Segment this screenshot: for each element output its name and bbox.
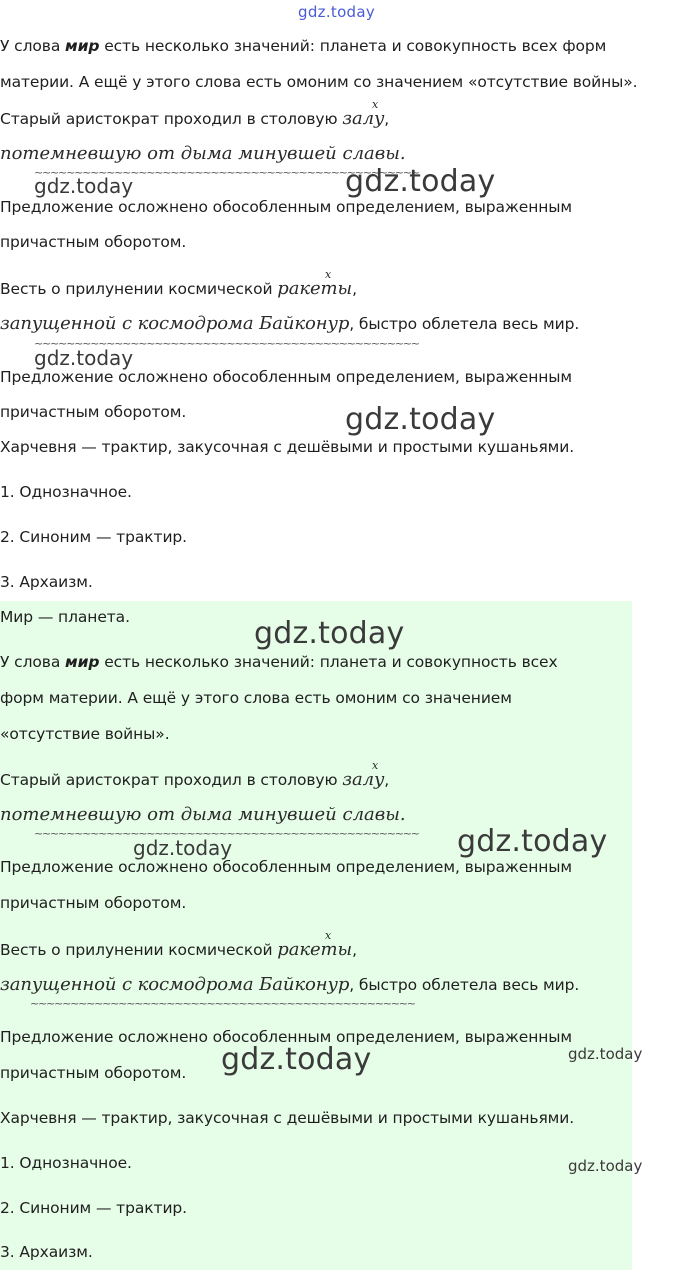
participle-phrase: запущенной с космодрома Байконур	[0, 313, 350, 334]
wavy-underline: ~~~~~~~~~~~~~~~~~~~~~~~~~~~~~~~~~~~~~~~~~~~~~~~~	[30, 997, 415, 1010]
list-item: 2. Синоним — трактир.	[0, 528, 187, 546]
underlined-noun: ракеты	[277, 278, 353, 299]
wavy-underline: ~~~~~~~~~~~~~~~~~~~~~~~~~~~~~~~~~~~~~~~~~~~~~~~~	[34, 166, 419, 179]
intro-line-2: форм материи. А ещё у этого слова есть омоним со значением	[0, 689, 512, 707]
subject-mark: x	[325, 268, 332, 281]
wavy-underline: ~~~~~~~~~~~~~~~~~~~~~~~~~~~~~~~~~~~~~~~~~~~~~~~~	[34, 337, 419, 350]
watermark: gdz.today	[457, 824, 608, 859]
watermark: gdz.today	[568, 1045, 643, 1063]
participle-phrase: потемневшую от дыма минувшей славы.	[0, 804, 406, 825]
sentence2-line-1: Весть о прилунении космической ракеты,	[0, 939, 357, 960]
wavy-underline: ~~~~~~~~~~~~~~~~~~~~~~~~~~~~~~~~~~~~~~~~~~~~~~~~	[34, 827, 419, 840]
list-item: 1. Однозначное.	[0, 1154, 132, 1172]
watermark: gdz.today	[254, 616, 405, 651]
analysis-line-1: Предложение осложнено обособленным определением, выраженным	[0, 198, 573, 216]
analysis-line-2: причастным оборотом.	[0, 1064, 187, 1082]
definition-line: Харчевня — трактир, закусочная с дешёвыми и простыми кушаньями.	[0, 438, 575, 456]
analysis-line-1: Предложение осложнено обособленным определением, выраженным	[0, 858, 573, 876]
watermark: gdz.today	[221, 1042, 372, 1077]
intro-line-2: материи. А ещё у этого слова есть омоним со значением «отсутствие войны».	[0, 73, 638, 91]
definition-line: Харчевня — трактир, закусочная с дешёвыми и простыми кушаньями.	[0, 1109, 575, 1127]
intro-line-3: «отсутствие войны».	[0, 725, 170, 743]
subject-mark: x	[372, 98, 379, 111]
underlined-noun: залу	[342, 769, 385, 790]
underlined-noun: ракеты	[277, 939, 353, 960]
underlined-noun: залу	[342, 108, 385, 129]
watermark: gdz.today	[133, 836, 233, 860]
participle-phrase: потемневшую от дыма минувшей славы.	[0, 143, 406, 164]
sentence1-line-1: Старый аристократ проходил в столовую залу,	[0, 108, 390, 129]
watermark: gdz.today	[34, 174, 134, 198]
analysis-line-1: Предложение осложнено обособленным определением, выраженным	[0, 368, 573, 386]
watermark: gdz.today	[568, 1157, 643, 1175]
sentence2-line-1: Весть о прилунении космической ракеты,	[0, 278, 357, 299]
analysis-line-2: причастным оборотом.	[0, 403, 187, 421]
watermark-top: gdz.today	[298, 3, 376, 21]
list-item: 1. Однозначное.	[0, 483, 132, 501]
panel-heading: Мир — планета.	[0, 608, 130, 626]
subject-mark: x	[325, 929, 332, 942]
subject-mark: x	[372, 759, 379, 772]
analysis-line-2: причастным оборотом.	[0, 233, 187, 251]
participle-phrase: запущенной с космодрома Байконур	[0, 974, 350, 995]
sentence2-line-2: запущенной с космодрома Байконур, быстро облетела весь мир.	[0, 974, 580, 995]
sentence1-line-1: Старый аристократ проходил в столовую залу,	[0, 769, 390, 790]
intro-line-1: У слова мир есть несколько значений: планета и совокупность всех форм	[0, 37, 607, 55]
watermark: gdz.today	[34, 346, 134, 370]
watermark: gdz.today	[345, 164, 496, 199]
list-item: 3. Архаизм.	[0, 1243, 93, 1261]
watermark: gdz.today	[345, 402, 496, 437]
sentence2-line-2: запущенной с космодрома Байконур, быстро облетела весь мир.	[0, 313, 580, 334]
analysis-line-2: причастным оборотом.	[0, 894, 187, 912]
analysis-line-1: Предложение осложнено обособленным определением, выраженным	[0, 1028, 573, 1046]
list-item: 3. Архаизм.	[0, 573, 93, 591]
list-item: 2. Синоним — трактир.	[0, 1199, 187, 1217]
intro-line-1: У слова мир есть несколько значений: планета и совокупность всех	[0, 653, 558, 671]
